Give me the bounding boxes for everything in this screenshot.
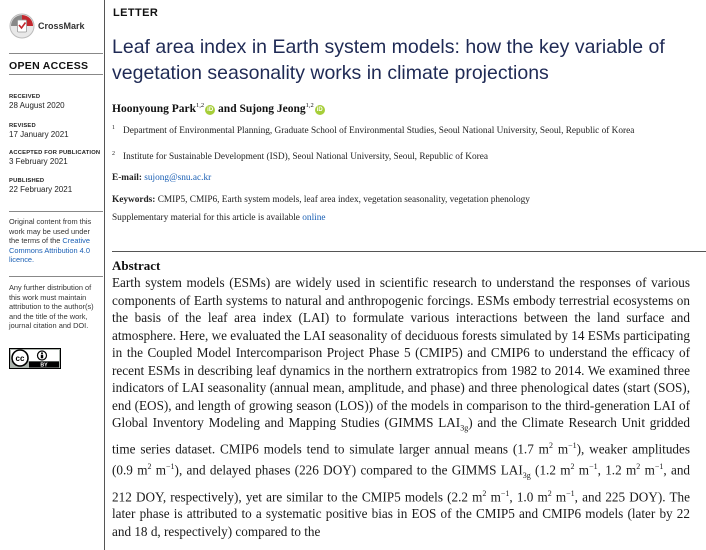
author-affiliation-sup: 1,2	[196, 102, 205, 109]
abstract-segment: m	[640, 462, 655, 478]
license-statement	[9, 217, 101, 265]
affiliation-number: 1	[112, 125, 115, 131]
keywords	[112, 195, 702, 205]
abstract-segment: ), and delayed phases (226 DOY) compared to the GIMMS LAI	[174, 462, 523, 478]
abstract-superscript: 2	[147, 462, 152, 472]
history-date: 28 August 2020	[9, 101, 65, 110]
article-title: Leaf area index in Earth system models: how the key variable of vegetation seasonality works in climate projections	[112, 36, 665, 84]
history-published	[9, 178, 72, 194]
author-name[interactable]: Hoonyoung Park	[112, 102, 197, 115]
orcid-icon[interactable]: iD	[316, 106, 323, 113]
open-access-label: OPEN ACCESS	[9, 60, 89, 72]
abstract-superscript: −1	[500, 488, 510, 498]
cc-by-label: BY	[40, 362, 48, 369]
supplementary-material	[112, 213, 326, 223]
abstract-segment: , 1.2 m	[597, 462, 637, 478]
abstract-superscript: 2	[570, 462, 575, 472]
abstract-subscript: 3g	[460, 423, 469, 433]
abstract-superscript: −1	[568, 441, 577, 451]
history-date: 3 February 2021	[9, 157, 68, 166]
history-label: ACCEPTED FOR PUBLICATION	[9, 150, 101, 156]
history-label: PUBLISHED	[9, 178, 45, 184]
history-received	[9, 94, 65, 110]
abstract-superscript: −1	[589, 462, 598, 472]
svg-text:cc: cc	[15, 354, 25, 363]
sidebar-divider	[9, 74, 103, 75]
sidebar-divider	[9, 276, 103, 277]
abstract-segment: , 1.0 m	[509, 488, 548, 504]
affiliation-1	[112, 125, 702, 138]
license-text: Original content from this work may be used under the terms of the	[9, 217, 92, 246]
abstract-divider	[112, 251, 706, 252]
abstract-superscript: 2	[636, 462, 641, 472]
sidebar-divider	[9, 211, 103, 212]
abstract-superscript: −1	[566, 488, 575, 498]
history-label: RECEIVED	[9, 94, 41, 100]
abstract-segment: m	[151, 462, 167, 478]
abstract-segment: ), weaker amplitudes (0.9 m	[112, 441, 690, 478]
abstract-segment: (1.2 m	[530, 462, 571, 478]
abstract-segment: Earth system models (ESMs) are widely used in scientific research to understand the responses of various components of Earth systems to natural and anthropogenic forcings. ESMs embody terrestrial ecosystems on the basis of the leaf area index (LAI) to formulate various interactions between the land surface and atmosphere. Here, we evaluated the LAI seasonality of deciduous forests simulated by 14 ESMs participating in the Coupled Model Intercomparison Project Phase 5 (CMIP5) and CMIP6 to understand the efficacy of recent ESMs in describing leaf dynamics in the northern extratropics from 1982 to 2014. We examined three indicators of LAI seasonality (annual mean, amplitude, and phase) and three phenological dates (start (SOS), end (EOS), and length of growing season (LOS)) of the models in comparison to the third-generation LAI of Global Inventory Modeling and Mapping Studies (GIMMS LAI	[112, 275, 690, 430]
abstract-segment: , and 212 DOY, respectively), yet are similar to the CMIP5 models (2.2 m	[112, 462, 691, 504]
abstract-superscript: 2	[547, 488, 552, 498]
history-date: 22 February 2021	[9, 185, 73, 194]
affiliation-text: Department of Environmental Planning, Graduate School of Environmental Studies, Seoul National University, Seoul, Republic of Korea	[123, 126, 635, 136]
crossmark-badge[interactable]	[9, 10, 105, 42]
abstract-superscript: 2	[548, 441, 553, 451]
history-label: REVISED	[9, 123, 36, 129]
abstract-segment: m	[551, 488, 567, 504]
article-type: LETTER	[113, 7, 159, 19]
abstract-superscript: 2	[482, 488, 487, 498]
abstract-superscript: −1	[166, 462, 175, 472]
affiliation-2	[112, 151, 702, 164]
abstract-segment: m	[486, 488, 501, 504]
author-affiliation-sup: 1,2	[305, 102, 314, 109]
history-revised	[9, 123, 69, 139]
supplementary-text: Supplementary material for this article is available	[112, 213, 300, 223]
orcid-icon[interactable]: iD	[207, 106, 214, 113]
email-link[interactable]: sujong@snu.ac.kr	[144, 173, 212, 183]
abstract-subscript: 3g	[522, 471, 531, 481]
crossmark-icon	[9, 13, 35, 39]
abstract-segment: m	[552, 441, 569, 457]
author-name[interactable]: Sujong Jeong	[239, 102, 306, 115]
cc-by-license-icon[interactable]	[9, 348, 61, 369]
author-connector: and	[218, 102, 237, 115]
keywords-label: Keywords:	[112, 195, 156, 205]
abstract-superscript: −1	[654, 462, 664, 472]
abstract-segment: ) and the Climate Research Unit gridded time series dataset. CMIP6 models tend to simulate larger annual means (1.7 m	[112, 415, 691, 457]
sidebar-divider	[9, 53, 103, 54]
email-label: E-mail:	[112, 173, 142, 183]
column-divider	[104, 0, 105, 550]
history-date: 17 January 2021	[9, 130, 69, 139]
abstract-segment: , and 225 DOY). The later phase is attributed to a systematic positive bias in EOS of the CMIP5 and CMIP6 models (later by 22 and 18 d, respectively) compared to the	[112, 488, 690, 539]
affiliation-number: 2	[112, 151, 115, 157]
corresponding-email	[112, 173, 211, 183]
author-list	[112, 102, 325, 115]
abstract-heading: Abstract	[112, 258, 161, 273]
license-link[interactable]: Creative Commons Attribution 4.0 licence.	[9, 236, 90, 265]
attribution-statement: Any further distribution of this work must maintain attribution to the author(s) and the title of the work, journal citation and DOI.	[9, 283, 94, 331]
abstract-text	[112, 274, 690, 540]
keywords-list: CMIP5, CMIP6, Earth system models, leaf area index, vegetation seasonality, vegetation phenology	[157, 195, 530, 205]
affiliation-text: Institute for Sustainable Development (ISD), Seoul National University, Seoul, Republic of Korea	[123, 152, 488, 162]
crossmark-label: CrossMark	[38, 21, 85, 31]
abstract-segment: m	[574, 462, 590, 478]
supplementary-link[interactable]: online	[302, 213, 326, 223]
history-accepted	[9, 150, 100, 166]
